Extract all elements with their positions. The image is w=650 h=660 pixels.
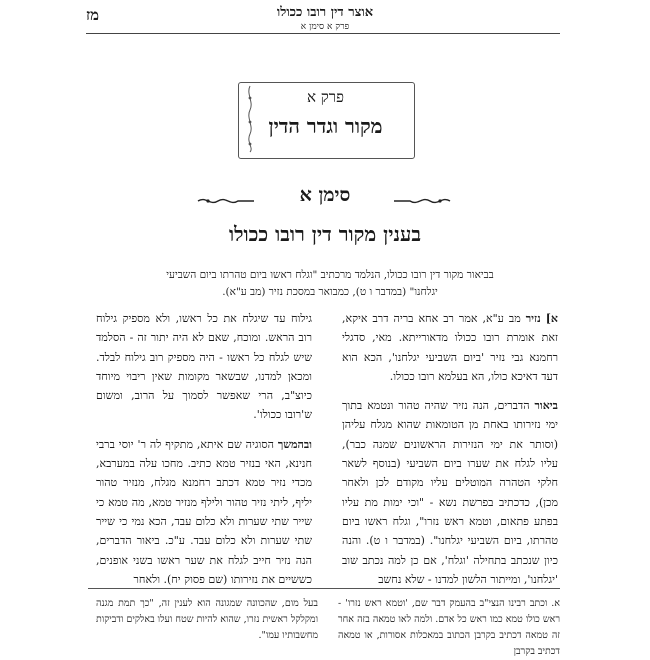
left-paragraph-1: גילוח עד שיגלח את כל ראשו, ולא מספיק גילוח רוב הראש. ומוכח, שאם לא היה יתור זה - הסלמד שיש לגלח כל ראשו - היה מספיק רוב גילוח לבלד. ומכאן למדנו, שבשאר מקומות שאין ריבוי מיוחד כיוצ"ב, הרי שאפשר לסמוך על הרוב, ומשום ש'רובו ככולו'. (96, 312, 312, 422)
section-label: סימן א (299, 184, 351, 206)
footnote-rule (88, 588, 560, 589)
paragraph-lead-word: ובהמשך (277, 437, 312, 451)
intro-line-2: יגלחנו" (במדבר ו ט), כמבואר במסכת נזיר (מב ע"א). (222, 286, 438, 298)
left-paragraph-2 (96, 435, 312, 589)
paragraph-text: הסוגיה שם איתא, מתקיף לה ר' יוסי ברבי חנינא, האי בנזיר טמא כתיב. מחכו עלה במערבא, מכדי נזיר טמא דכתב רחמנא מגלח, מנזיר טהור יליף, ליתי נזיר טהור ולילף מנזיר טמא, מה טמא כי שייר שתי שערות ולא כלום עבד, הכא נמי כי שייר שתי שערות ולא כלום עבד. ע"כ. ביאור הדברים, הנה נזיר חייב לגלח את שער ראשו בשני אופנים, כששיים את נזירותו (שם פסוק יח). ולאחר (96, 437, 312, 586)
intro-line-1: בביאור מקור דין רובו ככולו, הנלמד מרכתיב "וגלח ראשו ביום טהרתו ביום השביעי (166, 269, 494, 281)
running-header-title: אוצר דין רובו ככולו (276, 5, 374, 20)
right-paragraph-1 (342, 309, 558, 386)
chapter-label: פרק א (306, 88, 345, 106)
paragraph-marker: א] (545, 312, 558, 325)
header-rule (86, 33, 560, 34)
chapter-title: מקור וגדר הדין (268, 114, 383, 138)
left-column (96, 309, 312, 595)
source-ref: נזיר (525, 312, 541, 325)
ornament-left-icon (196, 196, 256, 206)
right-paragraph-2 (342, 396, 558, 589)
paragraph-lead-word: ביאור (534, 399, 558, 413)
running-header-subtitle: פרק א סימן א (300, 22, 350, 32)
paragraph-text: הדברים, הנה נזיר שהיה טהור ונטמא בתוך ימי נזירותו באחת מן הטומאות שהוא מגלח עליהן (וסותר את ימי הנזירות הראשונים שמנה כבר), עליו לגלח את שערו ביום השביעי (בנוסף לשאר חלקי הטהרה המוטלים עליו מקודם לכן ולאחר מכן), כדכתיב בפרשת נשא - "וכי ימות מת עליו בפתע פתאום, וטמא ראש נזרו", וגלח ראשו ביום טהרתו, ביום השביעי יגלחנו". (במדבר ו ט). והנה כיון שנכתב בתחילה 'וגלח', אם כן למה נכתב שוב 'יגלחנו', ומייתור הלשון למדנו - שלא נחשב (342, 399, 558, 586)
footnote-right: א. וכתב רבינו הנצי"ב בהעמק דבר שם, 'וטמא ראש נזרו' - ראש כולו טמא כמו ראש כל אדם. ולמה לאו טמאה בזה אחר זה טמאה דכתיב בקרבן הכתוב במאכלות אסורות, או טמאה דכתיב בקרבן (338, 598, 560, 657)
paragraph-text: מב ע"א, אמר רב אחא בריה דרב איקא, זאת אומרת רובו ככולו מדאורייתא. מאי, סדגלי רחמנא גבי נזיר 'ביום השביעי יגלחנו', הכא הוא דעד דאיכא כולו, הא בעלמא רובו ככולו. (342, 312, 558, 383)
ornament-right-icon (392, 196, 452, 206)
footnote-left: בעל מום, שהכוונה שמגונה הוא לענין זה, "כך תמת מגנה ומקלקל ראשית נזרו, שהוא להיות שטח ועלו באלקים ודביקות מחשבותיו עמו". (96, 598, 318, 641)
page-number: מז (86, 6, 100, 24)
right-column (342, 309, 558, 595)
section-title: בענין מקור דין רובו ככולו (229, 222, 421, 246)
section-intro (100, 267, 560, 301)
